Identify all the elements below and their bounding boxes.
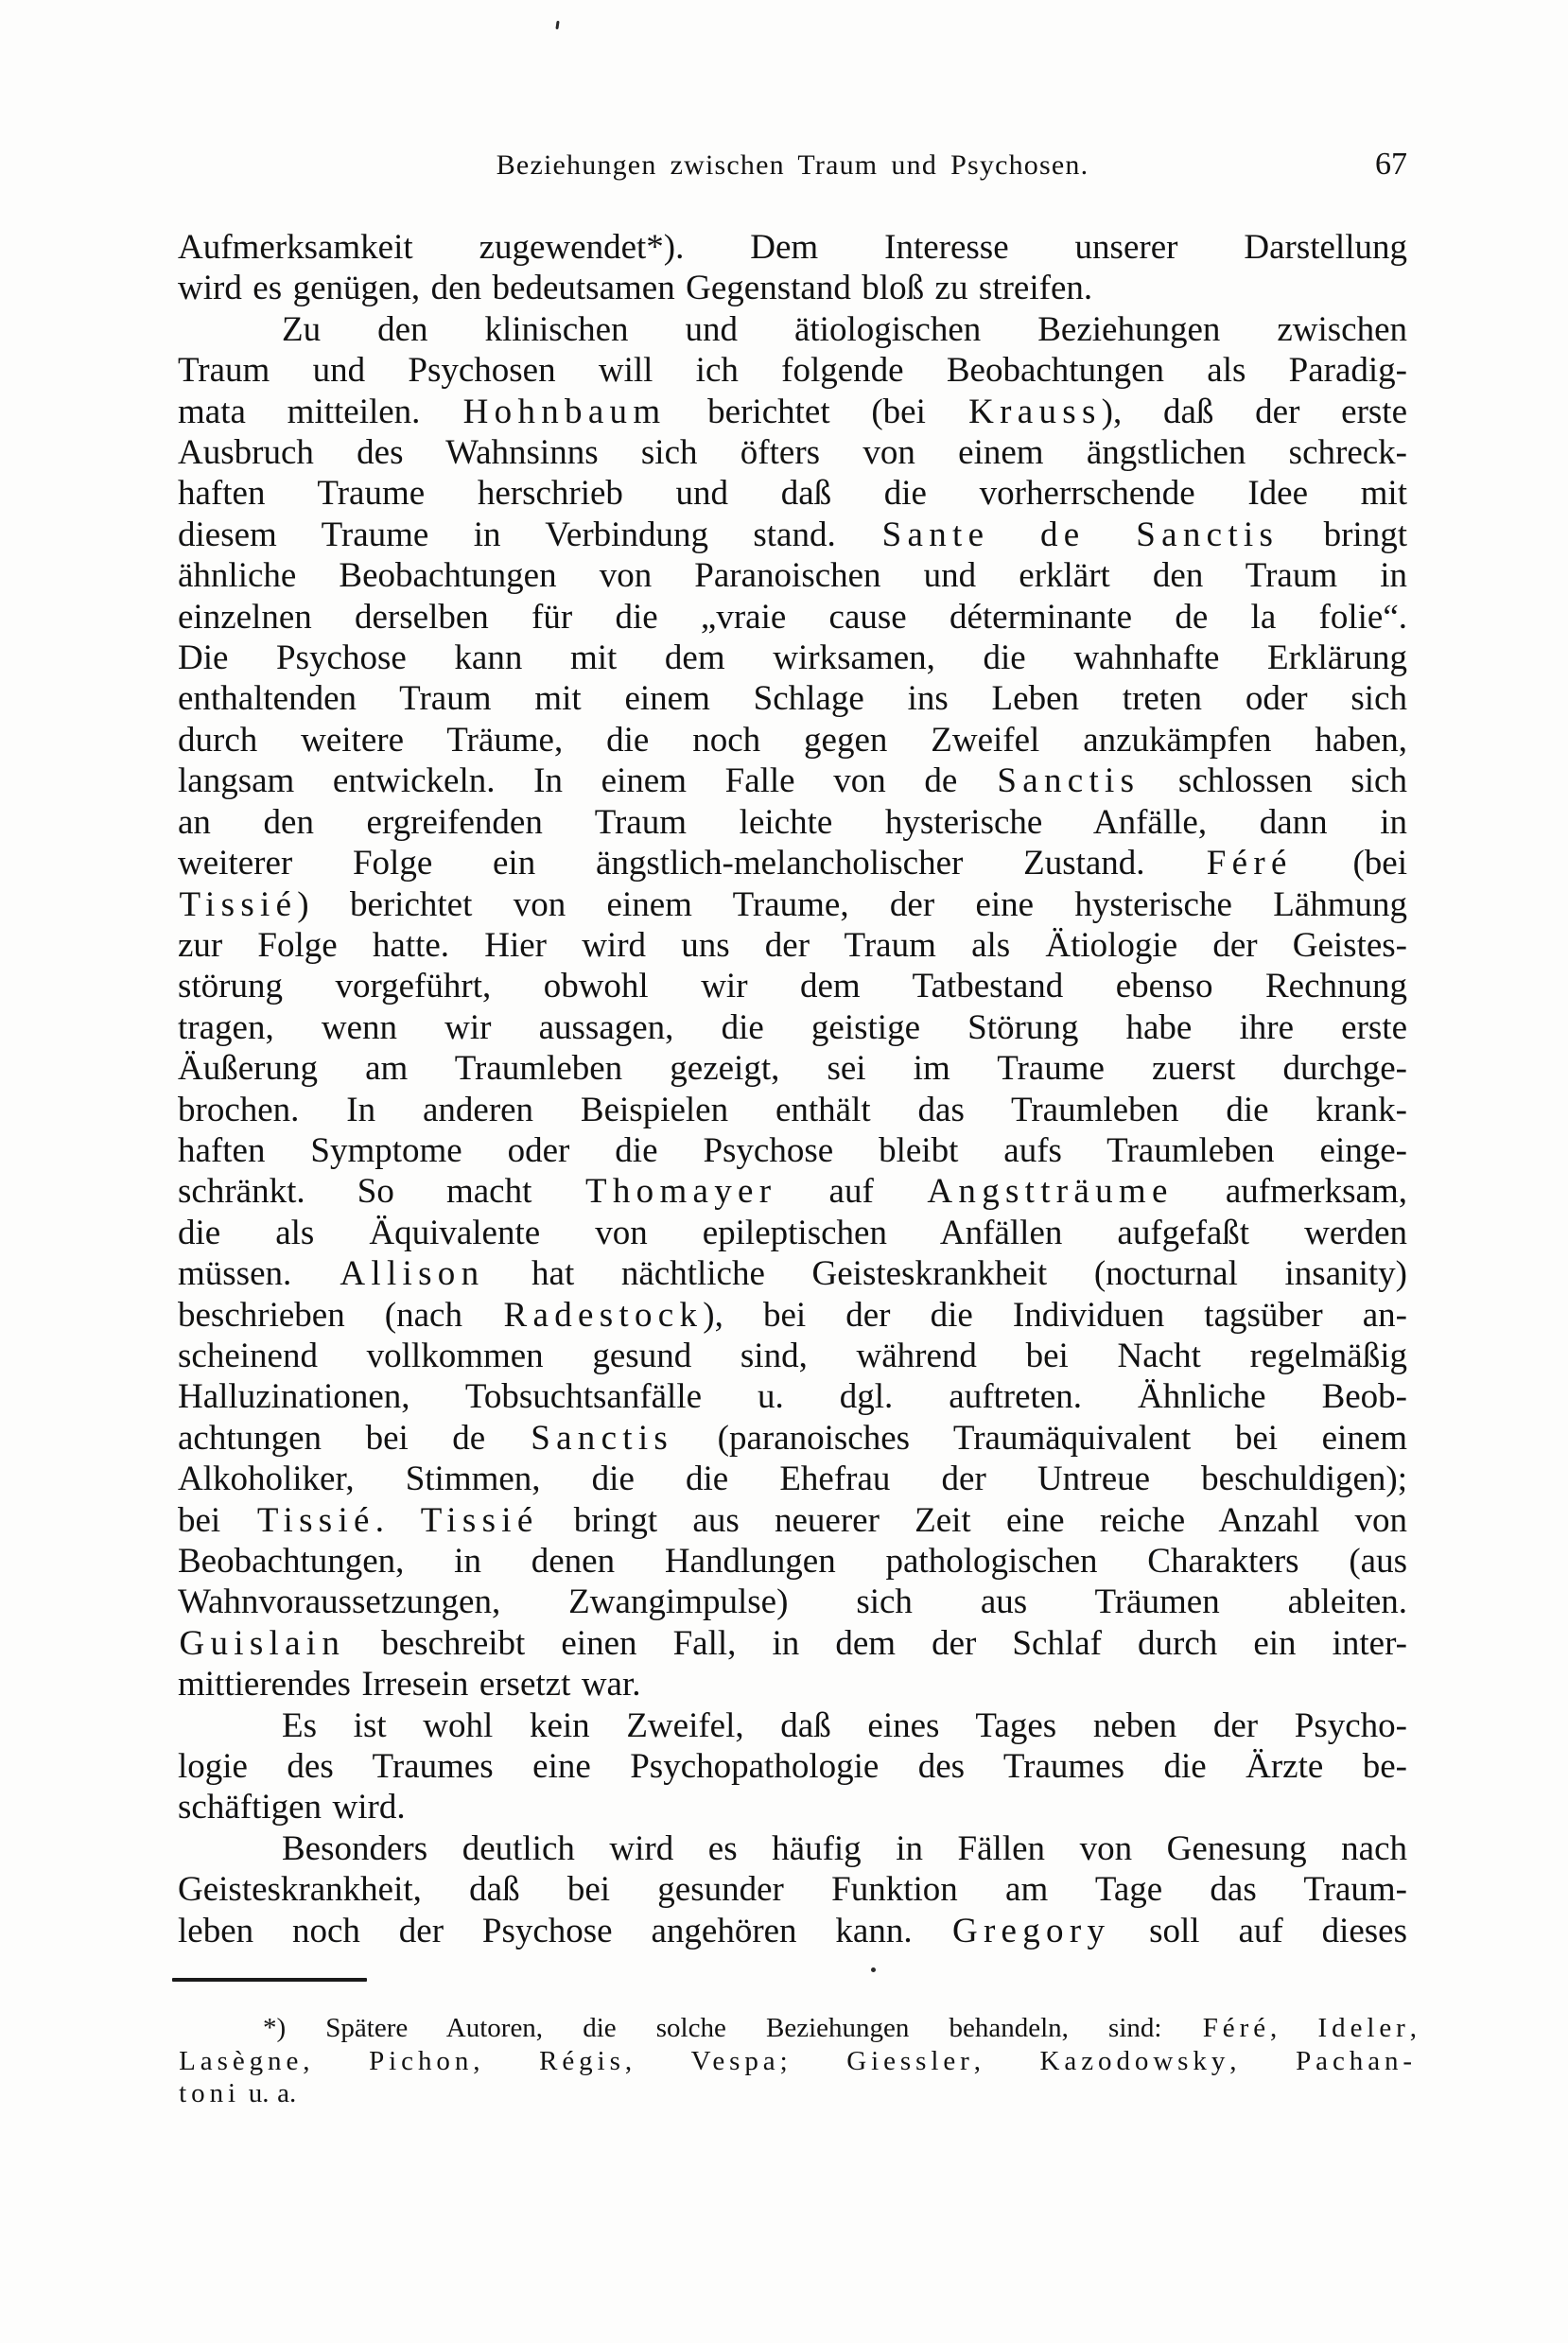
- scan-speck: [871, 1967, 876, 1972]
- text-line: langsam entwickeln. In einem Falle von de Sanctis schlossen sich: [178, 761, 1407, 801]
- spaced-name: Sanctis: [531, 1418, 674, 1458]
- spaced-name: Féré: [1202, 2013, 1270, 2043]
- text-line: die als Äquivalente von epileptischen Anfällen aufgefaßt werden: [178, 1213, 1407, 1252]
- text-line: haften Symptome oder die Psychose bleibt aufs Traumleben einge-: [178, 1130, 1407, 1170]
- text-line: haften Traume herschrieb und daß die vorherrschende Idee mit: [178, 474, 1407, 514]
- text-line: zur Folge hatte. Hier wird uns der Traum als Ätiologie der Geistes-: [178, 925, 1407, 965]
- text-line: Alkoholiker, Stimmen, die die Ehefrau der Untreue beschuldigen);: [178, 1460, 1407, 1499]
- text-line: *) Spätere Autoren, die solche Beziehungen behandeln, sind: Féré, Ideler,: [263, 2013, 1417, 2043]
- spaced-name: Kazodowsky: [1039, 2045, 1230, 2076]
- text-line: logie des Traumes eine Psychopathologie des Traumes die Ärzte be-: [178, 1747, 1407, 1787]
- text-line: Ausbruch des Wahnsinns sich öfters von einem ängstlichen schreck-: [178, 433, 1407, 473]
- running-title: Beziehungen zwischen Traum und Psychosen.: [496, 149, 1089, 181]
- text-line: Aufmerksamkeit zugewendet*). Dem Interesse unserer Darstellung: [178, 228, 1407, 267]
- spaced-name: Hohnbaum: [462, 392, 667, 431]
- text-line: toni u. a.: [179, 2078, 297, 2109]
- text-line: durch weitere Träume, die noch gegen Zweifel anzukämpfen haben,: [178, 720, 1407, 760]
- spaced-name: Gregory: [951, 1911, 1111, 1950]
- spaced-name: Féré: [1206, 844, 1293, 883]
- text-line: Halluzinationen, Tobsuchtsanfälle u. dgl. auftreten. Ähnliche Beob-: [178, 1377, 1407, 1417]
- text-line: Guislain beschreibt einen Fall, in dem der Schlaf durch ein inter-: [179, 1623, 1407, 1663]
- text-line: Beobachtungen, in denen Handlungen pathologischen Charakters (aus: [178, 1542, 1407, 1581]
- text-line: brochen. In anderen Beispielen enthält das Traumleben die krank-: [178, 1090, 1407, 1129]
- text-line: bei Tissié. Tissié bringt aus neuerer Zeit eine reiche Anzahl von: [178, 1500, 1407, 1540]
- spaced-name: Angstträume: [927, 1172, 1174, 1212]
- spaced-name: Sanctis: [997, 761, 1141, 801]
- page-number: 67: [1375, 147, 1407, 182]
- text-line: Lasègne, Pichon, Régis, Vespa; Giessler, Kazodowsky, Pachan-: [179, 2045, 1418, 2076]
- text-line: Es ist wohl kein Zweifel, daß eines Tages neben der Psycho-: [282, 1705, 1407, 1745]
- spaced-name: Vespa: [690, 2045, 780, 2076]
- text-line: Geisteskrankheit, daß bei gesunder Funktion am Tage das Traum-: [178, 1870, 1407, 1910]
- spaced-name: Radestock: [503, 1295, 704, 1335]
- text-line: beschrieben (nach Radestock), bei der die Individuen tagsüber an-: [178, 1295, 1407, 1335]
- text-line: mata mitteilen. Hohnbaum berichtet (bei Krauss), daß der erste: [178, 392, 1407, 431]
- spaced-name: Lasègne: [179, 2045, 304, 2076]
- text-line: mittierendes Irresein ersetzt war.: [178, 1665, 641, 1705]
- text-line: weiterer Folge ein ängstlich-melancholischer Zustand. Féré (bei: [178, 844, 1407, 883]
- spaced-name: Guislain: [179, 1623, 346, 1663]
- text-line: diesem Traume in Verbindung stand. Sante de Sanctis bringt: [178, 515, 1407, 554]
- body-text: [178, 227, 1407, 1951]
- spaced-name: Allison: [340, 1254, 485, 1294]
- text-line: leben noch der Psychose angehören kann. Gregory soll auf dieses: [178, 1911, 1407, 1950]
- spaced-name: Tissié: [256, 1500, 375, 1540]
- text-line: tragen, wenn wir aussagen, die geistige Störung habe ihre erste: [178, 1007, 1407, 1047]
- text-line: Besonders deutlich wird es häufig in Fällen von Genesung nach: [282, 1828, 1407, 1868]
- spaced-name: toni: [179, 2078, 240, 2109]
- text-line: achtungen bei de Sanctis (paranoisches Traumäquivalent bei einem: [178, 1418, 1407, 1458]
- page-header: [178, 149, 1407, 187]
- text-line: Äußerung am Traumleben gezeigt, sei im Traume zuerst durchge-: [178, 1049, 1407, 1089]
- spaced-name: Sante de Sanctis: [881, 515, 1280, 554]
- text-line: Die Psychose kann mit dem wirksamen, die wahnhafte Erklärung: [178, 638, 1407, 678]
- scan-speck: [555, 21, 559, 29]
- text-line: Traum und Psychosen will ich folgende Beobachtungen als Paradig-: [178, 351, 1407, 391]
- spaced-name: Régis: [539, 2045, 625, 2076]
- text-line: Tissié) berichtet von einem Traume, der eine hysterische Lähmung: [179, 884, 1407, 924]
- text-line: enthaltenden Traum mit einem Schlage ins Leben treten oder sich: [178, 679, 1407, 719]
- spaced-name: Ideler: [1317, 2013, 1410, 2043]
- spaced-name: Giessler: [846, 2045, 974, 2076]
- spaced-name: Thomayer: [585, 1172, 777, 1212]
- spaced-name: Tissié: [179, 884, 298, 924]
- text-line: müssen. Allison hat nächtliche Geisteskrankheit (nocturnal insanity): [178, 1254, 1407, 1294]
- spaced-name: Krauss: [968, 392, 1102, 431]
- footnote-separator: [172, 1978, 367, 1982]
- text-line: einzelnen derselben für die „vraie cause déterminante de la folie“.: [178, 597, 1407, 637]
- text-line: schäftigen wird.: [178, 1788, 406, 1827]
- spaced-name: Pichon: [369, 2045, 474, 2076]
- text-line: störung vorgeführt, obwohl wir dem Tatbestand ebenso Rechnung: [178, 967, 1407, 1006]
- text-line: schränkt. So macht Thomayer auf Angstträume aufmerksam,: [178, 1172, 1407, 1212]
- text-line: ähnliche Beobachtungen von Paranoischen und erklärt den Traum in: [178, 556, 1407, 596]
- text-line: wird es genügen, den bedeutsamen Gegenstand bloß zu streifen.: [178, 269, 1093, 308]
- text-line: scheinend vollkommen gesund sind, während bei Nacht regelmäßig: [178, 1336, 1407, 1375]
- text-line: an den ergreifenden Traum leichte hysterische Anfälle, dann in: [178, 802, 1407, 842]
- spaced-name: Tissié: [420, 1500, 539, 1540]
- spaced-name: Pachan-: [1296, 2045, 1418, 2076]
- text-line: Wahnvoraussetzungen, Zwangimpulse) sich aus Träumen ableiten.: [178, 1582, 1407, 1622]
- text-line: Zu den klinischen und ätiologischen Beziehungen zwischen: [282, 309, 1407, 349]
- footnote: [178, 2012, 1417, 2110]
